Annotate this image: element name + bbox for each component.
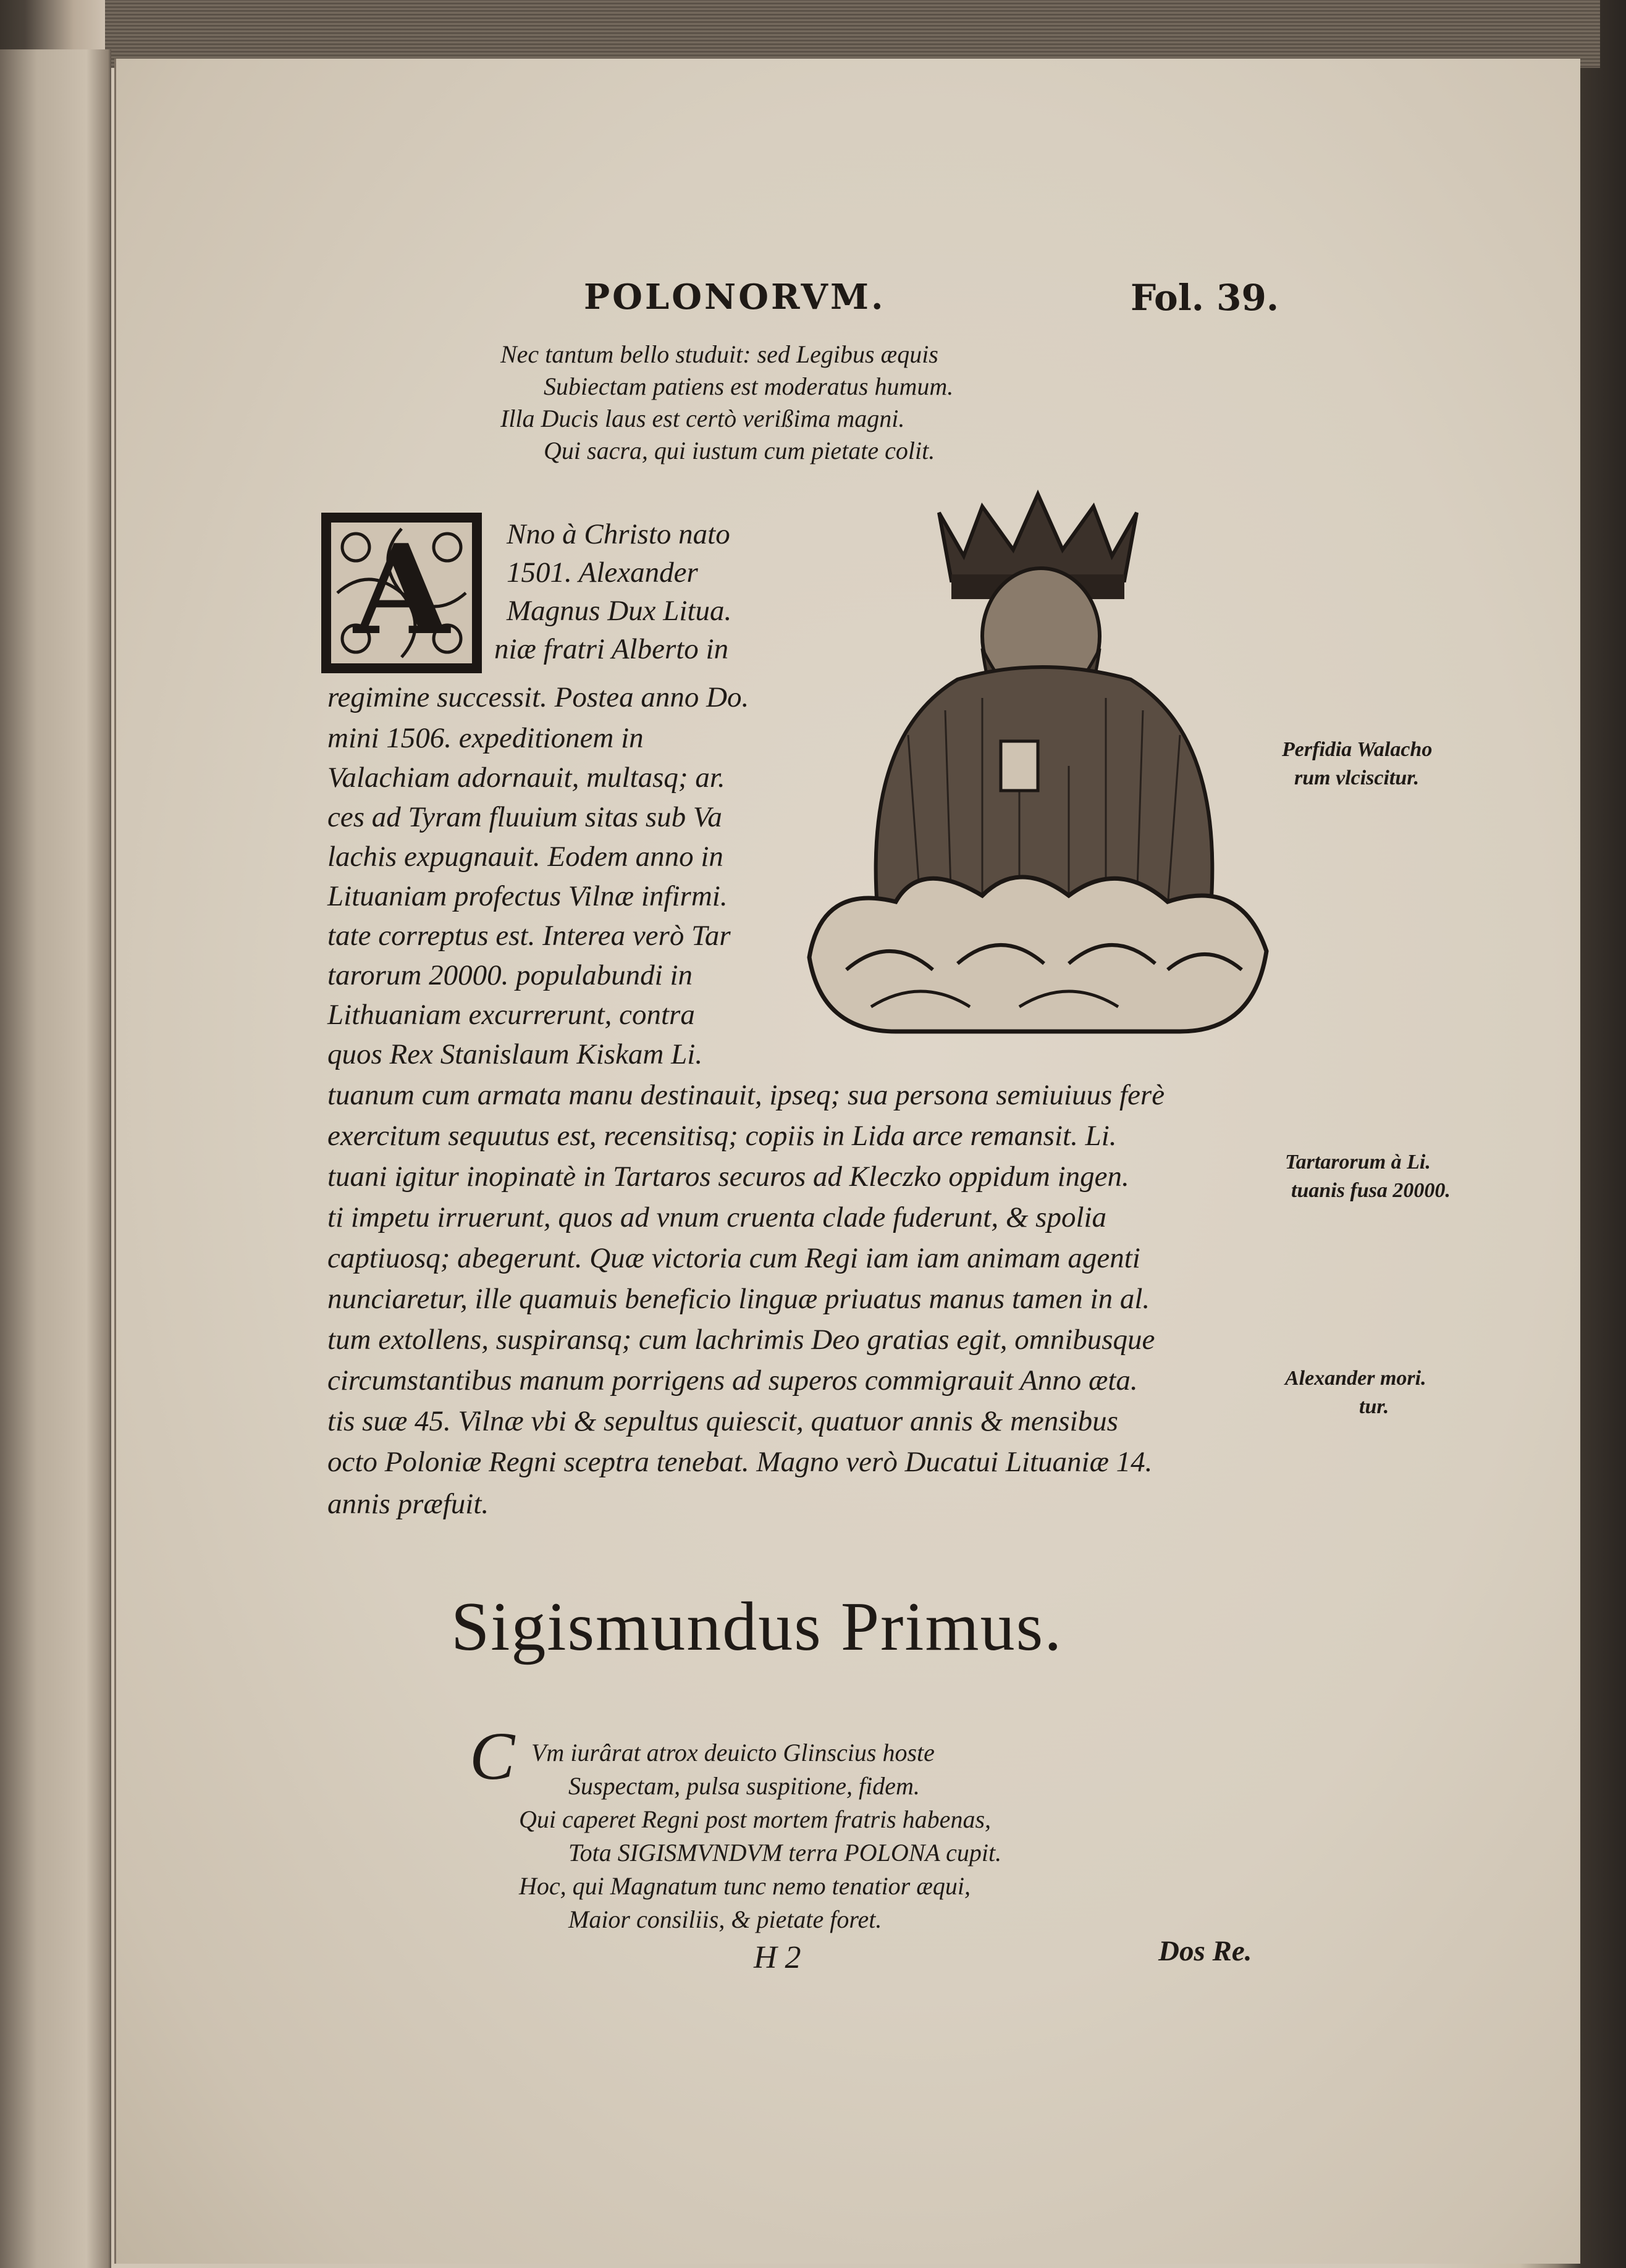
body-line: circumstantibus manum porrigens ad superos commigrauit Anno æta. [327,1364,1138,1396]
epigram-bottom-line-5: Hoc, qui Magnatum tunc nemo tenatior æqui, [519,1872,971,1900]
epigram-top-line-1: Nec tantum bello studuit: sed Legibus æquis [500,340,938,368]
body-line: exercitum sequutus est, recensitisq; copiis in Lida arce remansit. Li. [327,1120,1117,1152]
epigram-bottom-line-2: Suspectam, pulsa suspitione, fidem. [568,1772,920,1800]
body-line: ces ad Tyram fluuium sitas sub Va [327,801,722,833]
body-line: niæ fratri Alberto in [494,633,729,665]
body-line: tum extollens, suspiransq; cum lachrimis Deo gratias egit, omnibusque [327,1324,1155,1356]
body-line: tuanum cum armata manu destinauit, ipseq; sua persona semiuiuus ferè [327,1079,1165,1111]
section-title: Sigismundus Primus. [451,1589,1063,1665]
body-line: tis suæ 45. Vilnæ vbi & sepultus quiescit, quatuor annis & mensibus [327,1405,1118,1437]
marginal-note: Tartarorum à Li. [1285,1151,1431,1174]
page-edges-top [105,0,1600,68]
epigram-top-line-4: Qui sacra, qui iustum cum pietate colit. [544,437,935,464]
epigram-bottom-line-3: Qui caperet Regni post mortem fratris habenas, [519,1805,992,1833]
king-woodcut-illustration [797,476,1279,1056]
left-page-fragment [0,49,111,2268]
body-line: 1501. Alexander [507,556,698,589]
body-line: quos Rex Stanislaum Kiskam Li. [327,1038,703,1070]
body-line: Lithuaniam excurrerunt, contra [327,999,695,1031]
epigram-top-line-2: Subiectam patiens est moderatus humum. [544,372,954,400]
body-line: lachis expugnauit. Eodem anno in [327,841,723,873]
body-line: regimine successit. Postea anno Do. [327,681,749,713]
initial-letter: A [353,518,450,663]
cloud-base-icon [809,877,1266,1031]
body-line: Valachiam adornauit, multasq; ar. [327,762,725,794]
running-title: POLONORVM. [584,277,886,317]
body-line: Lituaniam profectus Vilnæ infirmi. [327,880,728,912]
epigram-drop-cap: C [470,1718,515,1794]
body-line: tate correptus est. Interea verò Tar [327,920,731,952]
marginal-note: Perfidia Walacho [1282,738,1433,761]
body-line: tuani igitur inopinatè in Tartaros securos ad Kleczko oppidum ingen. [327,1161,1129,1193]
body-line: captiuosq; abegerunt. Quæ victoria cum Regi iam iam animam agenti [327,1242,1140,1274]
epigram-bottom-line-1: Vm iurârat atrox deuicto Glinscius hoste [531,1739,935,1766]
body-line: mini 1506. expeditionem in [327,722,644,754]
marginal-note: Alexander mori. [1285,1367,1426,1390]
epigram-top-line-3: Illa Ducis laus est certò verißima magni. [500,405,905,432]
epigram-bottom-line-4: Tota SIGISMVNDVM terra POLONA cupit. [568,1839,1002,1867]
body-line: annis præfuit. [327,1488,489,1520]
marginal-note: rum vlciscitur. [1294,766,1420,789]
marginal-note: tur. [1359,1395,1389,1418]
body-line: nunciaretur, ille quamuis beneficio linguæ priuatus manus tamen in al. [327,1283,1150,1315]
body-line: Magnus Dux Litua. [507,595,732,627]
folio-number: Fol. 39. [1131,277,1279,319]
catchword: Dos Re. [1158,1935,1252,1967]
body-line: octo Poloniæ Regni sceptra tenebat. Magno verò Ducatui Lituaniæ 14. [327,1446,1153,1478]
body-line: ti impetu irruerunt, quos ad vnum cruenta clade fuderunt, & spolia [327,1201,1107,1233]
signature-mark: H 2 [754,1940,801,1975]
body-line: tarorum 20000. populabundi in [327,959,693,991]
body-line: Nno à Christo nato [507,518,730,550]
decorated-initial [321,513,482,673]
epigram-bottom-line-6: Maior consiliis, & pietate foret. [568,1905,882,1933]
marginal-note: tuanis fusa 20000. [1291,1179,1451,1202]
